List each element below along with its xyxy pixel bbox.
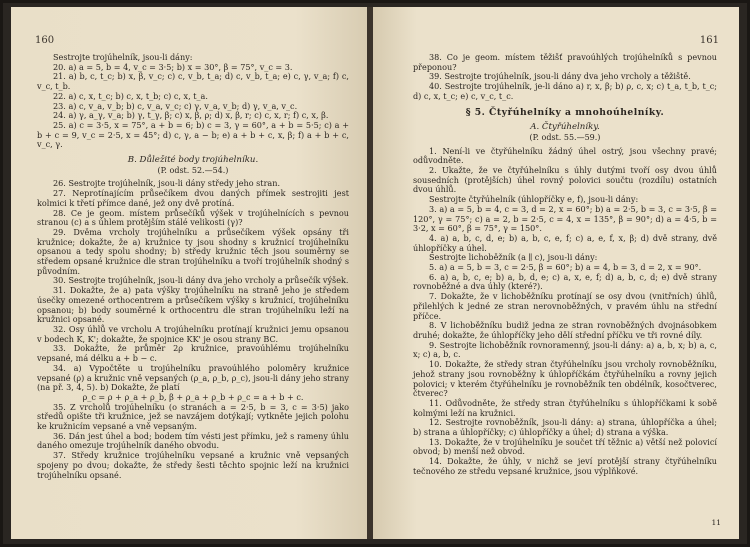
exercise-paragraph: 31. Dokažte, že a) pata výšky trojúhelníku na straně jeho je středem úsečky omezené orthocentrem a průsečíkem výšky s kružnicí, trojúhelníku opsanou; b) body souměrné k orthocentru dle stran trojúhelníku leží na kružnici opsané. [37, 285, 349, 325]
exercise-paragraph: 9. Sestrojte lichoběžník rovnoramenný, jsou-li dány: a) a, b, x; b) a, c, x; c) a, b, c. [413, 339, 717, 360]
exercise-paragraph: 13. Dokažte, že v trojúhelníku je součet tří těžnic a) větší než polovicí obvod; b) menší než obvod. [413, 436, 717, 457]
section-reference: (P. odst. 55.—59.) [529, 132, 601, 142]
exercise-paragraph: 32. Osy úhlů ve vrcholu A trojúhelníku protínají kružnici jemu opsanou v bodech K, K'; dokažte, že spojnice KK' je osou strany BC. [37, 323, 349, 344]
exercise-paragraph: 12. Sestrojte rovnoběžník, jsou-li dány: a) strana, úhlopříčka a úhel; b) strana a úhlopříčky; c) úhlopříčky a úhel; d) strana a výška. [413, 417, 717, 438]
left-page [11, 7, 367, 539]
exercise-paragraph: 24. a) γ, a_γ, v_a; b) γ, t_γ, β; c) x, β, ρ; d) x, β, r; c) c, x, r; f) c, x, β. [53, 110, 329, 121]
exercise-paragraph: 10. Dokažte, že středy stran čtyřúhelníku jsou vrcholy rovnoběžníku, jehož strany jsou rovnoběžny k úhlopříčkám čtyřúhelníku a rovny jejich polovici; v kterém čtyřúhelníku je rovnoběžník ten obdélník, kosočtverec, čtverec? [413, 359, 717, 399]
exercise-paragraph: Sestrojte čtyřúhelník (úhlopříčky e, f), jsou-li dány: [429, 194, 639, 205]
exercise-paragraph: ρ_c = ρ + ρ_a + ρ_b, β + ρ_a + ρ_b + ρ_c = a + b + c. [82, 391, 304, 402]
page-number: 160 [35, 35, 55, 46]
exercise-paragraph: 14. Dokažte, že úhly, v nichž se jeví protější strany čtyřúhelníku tečnového ze středu vepsané kružnice, jsou výplňkové. [413, 456, 717, 476]
open-book [3, 3, 747, 544]
exercise-paragraph: 27. Neprotínajícím průsečíkem dvou daných přímek sestrojiti jest kolmici k třetí přímce dané, jež ony dvě protíná. [37, 188, 349, 208]
exercise-paragraph: 3. a) a = 5, b = 4, c = 3, d = 2, x = 60°; b) a = 2·5, b = 3, c = 3·5, β = 120°, γ = 75°; c) a = 2, b = 2·5, c = 4, x = 135°, β = 90°; d) a = 4·5, b = 3·2, x = 60°, β = 75°, γ = 150°. [413, 203, 717, 234]
exercise-paragraph: 28. Ce je geom. místem průsečíků výšek v trojúhelnících s pevnou stranou (c) a s úhlem protějším stálé velikosti (γ)? [37, 207, 349, 228]
exercise-paragraph: 2. Ukažte, že ve čtyřúhelníku s úhly dutými tvoří osy dvou úhlů sousedních (protějších) úhel rovný polovici součtu (rozdílu) ostatních dvou úhlů. [413, 165, 717, 195]
exercise-paragraph: 11. Odůvodněte, že středy stran čtyřúhelníku s úhlopříčkami k sobě kolmými leží na kružnici. [413, 397, 717, 418]
exercise-paragraph: 40. Sestrojte trojúhelník, je-li dáno a) r, x, β; b) ρ, c, x; c) t_a, t_b, t_c; d) c, x, t_c; e) c, v_c, t_c. [413, 81, 717, 101]
page-text [413, 53, 717, 477]
exercise-paragraph: 23. a) c, v_a, v_b; b) c, v_a, v_c; c) γ, v_a, v_b; d) γ, v_a, v_c. [53, 100, 298, 111]
exercise-paragraph: 29. Dvěma vrcholy trojúhelníku a průsečíkem výšek opsány tři kružnice; dokažte, že a) kružnice ty jsou shodny s kružnicí trojúhelníku opsanou a tedy spolu shodny; b) středy kružnic těch jsou souměrny se středem opsané kružnice dle stran trojúhelníku a tvoří trojúhelník shodný s původním. [37, 226, 349, 276]
right-page [373, 7, 739, 539]
subsection-title: B. Důležité body trojúhelníku. [127, 155, 259, 166]
exercise-paragraph: 5. a) a = 5, b = 3, c = 2·5, β = 60°; b) a = 4, b = 3, d = 2, x = 90°. [429, 262, 702, 273]
exercise-paragraph: 26. Sestrojte trojúhelník, jsou-li dány středy jeho stran. [53, 178, 281, 189]
exercise-paragraph: 39. Sestrojte trojúhelník, jsou-li dány dva jeho vrcholy a těžiště. [429, 71, 691, 82]
section-heading: § 5. Čtyřúhelníky a mnohoúhelníky. [465, 106, 665, 118]
section-reference: (P. odst. 52.—54.) [157, 165, 229, 175]
exercise-paragraph: 34. a) Vypočtěte u trojúhelníku pravoúhlého poloměry kružnice vepsané (ρ) a kružnic vně vepsaných (ρ_a, ρ_b, ρ_c), jsou-li dány jeho strany (na př. 3, 4, 5). b) Dokažte, že platí [37, 362, 349, 393]
exercise-paragraph: 22. a) c, x, t_c; b) c, x, t_b; c) c, x, t_a. [53, 90, 208, 101]
exercise-paragraph: 25. a) c = 3·5, x = 75°, a + b = 6; b) c = 3, γ = 60°, a + b = 5·5; c) a + b + c = 9, v_c = 2·5, x = 45°; d) c, γ, a − b; e) a + b + c, x, β; f) a + b + c, v_c, γ. [37, 119, 349, 150]
exercise-paragraph: 33. Dokažte, že průměr 2ρ kružnice, pravoúhlému trojúhelníku vepsané, má délku a + b − c. [37, 343, 349, 364]
subsection-title: A. Čtyřúhelníky. [530, 122, 600, 133]
exercise-paragraph: Sestrojte lichoběžník (a ∥ c), jsou-li dány: [429, 252, 598, 263]
exercise-paragraph: 38. Co je geom. místem těžišť pravoúhlých trojúhelníků s pevnou přeponou? [413, 52, 717, 72]
exercise-paragraph: 20. a) a = 5, b = 4, v_c = 3·5; b) x = 30°, β = 75°, v_c = 3. [53, 61, 293, 72]
exercise-paragraph: 6. a) a, b, c, e; b) a, b, d, e; c) a, x, e, f; d) a, b, c, d; e) dvě strany rovnoběžné a dva úhly (které?). [413, 271, 717, 292]
signature-mark: 11 [711, 518, 721, 527]
exercise-paragraph: 35. Z vrcholů trojúhelníku (o stranách a = 2·5, b = 3, c = 3·5) jako středů opište tři kružnice, jež se navzájem dotýkají; vytkněte jejich polohu ke kružnicím vepsané a vně vepsaným. [37, 401, 349, 432]
page-text [37, 53, 349, 480]
exercise-paragraph: 21. a) b, c, t_c; b) x, β, v_c; c) c, v_b, t_a; d) c, v_b, t_a; e) c, γ, v_a; f) c, v_c, t_b. [37, 71, 349, 92]
exercise-paragraph: 30. Sestrojte trojúhelník, jsou-li dány dva jeho vrcholy a průsečík výšek. [53, 275, 349, 286]
exercise-paragraph: 36. Dán jest úhel a bod; bodem tím vésti jest přímku, jež s rameny úhlu daného omezuje trojúhelník daného obvodu. [37, 430, 349, 451]
exercise-paragraph: 7. Dokažte, že v lichoběžníku protínají se osy dvou (vnitřních) úhlů, přilehlých k jedné ze stran nerovnoběžných, v pravém úhlu na střední příčce. [413, 291, 717, 321]
exercise-paragraph: 8. V lichoběžníku budiž jedna ze stran rovnoběžných dvojnásobkem druhé; dokažte, že úhlopříčky jeho dělí střední příčku ve tři rovné díly. [413, 320, 717, 340]
exercise-paragraph: 1. Není-li ve čtyřúhelníku žádný úhel ostrý, jsou všechny pravé; odůvodněte. [413, 145, 717, 166]
exercise-paragraph: 4. a) a, b, c, d, e; b) a, b, c, e, f; c) a, e, f, x, β; d) dvě strany, dvě úhlopříčky a úhel. [413, 232, 717, 253]
page-number: 161 [699, 35, 719, 46]
exercise-paragraph: 37. Středy kružnice trojúhelníku vepsané a kružnic vně vepsaných spojeny po dvou; dokažte, že středy šesti těchto spojnic leží na kružnici trojúhelníku opsané. [37, 450, 349, 480]
exercise-paragraph: Sestrojte trojúhelník, jsou-li dány: [53, 52, 193, 62]
